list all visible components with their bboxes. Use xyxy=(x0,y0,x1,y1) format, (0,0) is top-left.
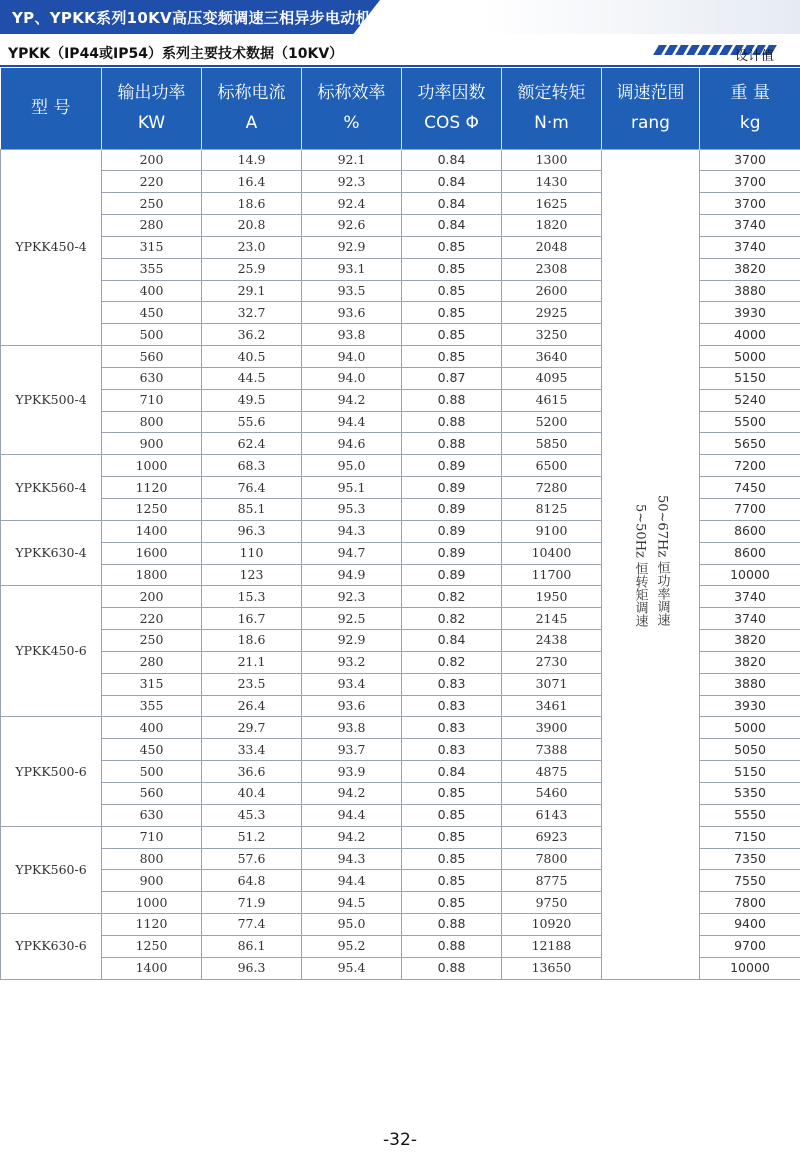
power-cell: 630 xyxy=(102,367,202,389)
efficiency-cell: 93.5 xyxy=(302,280,402,302)
current-cell: 23.0 xyxy=(202,236,302,258)
power-cell: 1600 xyxy=(102,542,202,564)
efficiency-cell: 93.8 xyxy=(302,717,402,739)
power-factor-cell: 0.84 xyxy=(402,761,502,783)
power-factor-cell: 0.89 xyxy=(402,520,502,542)
current-cell: 26.4 xyxy=(202,695,302,717)
current-cell: 15.3 xyxy=(202,586,302,608)
weight-cell: 3930 xyxy=(700,302,800,324)
design-value-note: 设计值 xyxy=(734,49,774,64)
current-cell: 32.7 xyxy=(202,302,302,324)
power-cell: 560 xyxy=(102,346,202,368)
power-factor-cell: 0.85 xyxy=(402,324,502,346)
title-banner xyxy=(0,0,800,34)
weight-cell: 3820 xyxy=(700,630,800,652)
spec-table xyxy=(0,68,800,980)
col-header-efficiency: 标称效率 % xyxy=(302,68,402,149)
torque-cell: 1950 xyxy=(502,586,602,608)
efficiency-cell: 92.6 xyxy=(302,215,402,237)
power-factor-cell: 0.82 xyxy=(402,586,502,608)
efficiency-cell: 94.6 xyxy=(302,433,402,455)
power-factor-cell: 0.84 xyxy=(402,215,502,237)
efficiency-cell: 92.9 xyxy=(302,630,402,652)
power-cell: 800 xyxy=(102,411,202,433)
power-factor-cell: 0.82 xyxy=(402,608,502,630)
power-factor-cell: 0.85 xyxy=(402,826,502,848)
power-factor-cell: 0.82 xyxy=(402,651,502,673)
weight-cell: 10000 xyxy=(700,957,800,979)
efficiency-cell: 92.1 xyxy=(302,149,402,171)
power-factor-cell: 0.89 xyxy=(402,542,502,564)
power-cell: 1250 xyxy=(102,499,202,521)
torque-cell: 10400 xyxy=(502,542,602,564)
current-cell: 21.1 xyxy=(202,651,302,673)
power-cell: 280 xyxy=(102,651,202,673)
table-body xyxy=(1,149,800,979)
current-cell: 110 xyxy=(202,542,302,564)
power-factor-cell: 0.85 xyxy=(402,892,502,914)
power-cell: 280 xyxy=(102,215,202,237)
speed-range-cell xyxy=(602,149,700,979)
col-header-power-factor: 功率因数 COS Φ xyxy=(402,68,502,149)
weight-cell: 5150 xyxy=(700,367,800,389)
weight-cell: 7800 xyxy=(700,892,800,914)
model-cell: YPKK560-6 xyxy=(1,826,102,913)
torque-cell: 1430 xyxy=(502,171,602,193)
weight-cell: 7700 xyxy=(700,499,800,521)
page-number: -32- xyxy=(383,1130,417,1150)
model-cell: YPKK500-6 xyxy=(1,717,102,826)
current-cell: 16.4 xyxy=(202,171,302,193)
power-factor-cell: 0.83 xyxy=(402,717,502,739)
col-header-speed-range: 调速范围 rang xyxy=(602,68,700,149)
weight-cell: 5650 xyxy=(700,433,800,455)
power-factor-cell: 0.88 xyxy=(402,389,502,411)
current-cell: 77.4 xyxy=(202,914,302,936)
power-cell: 220 xyxy=(102,171,202,193)
torque-cell: 2438 xyxy=(502,630,602,652)
weight-cell: 5500 xyxy=(700,411,800,433)
efficiency-cell: 92.3 xyxy=(302,586,402,608)
table-row xyxy=(1,149,800,171)
weight-cell: 7450 xyxy=(700,477,800,499)
current-cell: 57.6 xyxy=(202,848,302,870)
col-header-current: 标称电流 A xyxy=(202,68,302,149)
weight-cell: 5350 xyxy=(700,782,800,804)
torque-cell: 7388 xyxy=(502,739,602,761)
power-factor-cell: 0.88 xyxy=(402,935,502,957)
torque-cell: 2730 xyxy=(502,651,602,673)
weight-cell: 8600 xyxy=(700,542,800,564)
power-factor-cell: 0.88 xyxy=(402,433,502,455)
efficiency-cell: 94.9 xyxy=(302,564,402,586)
torque-cell: 4615 xyxy=(502,389,602,411)
torque-cell: 1820 xyxy=(502,215,602,237)
weight-cell: 5000 xyxy=(700,717,800,739)
efficiency-cell: 93.6 xyxy=(302,695,402,717)
torque-cell: 9100 xyxy=(502,520,602,542)
torque-cell: 1300 xyxy=(502,149,602,171)
torque-cell: 6143 xyxy=(502,804,602,826)
power-cell: 355 xyxy=(102,258,202,280)
torque-cell: 3461 xyxy=(502,695,602,717)
current-cell: 40.5 xyxy=(202,346,302,368)
current-cell: 14.9 xyxy=(202,149,302,171)
power-factor-cell: 0.85 xyxy=(402,236,502,258)
power-factor-cell: 0.85 xyxy=(402,258,502,280)
speed-range-constant-torque: 5~50Hz 恒转矩调速 xyxy=(632,503,648,627)
efficiency-cell: 94.3 xyxy=(302,520,402,542)
torque-cell: 2600 xyxy=(502,280,602,302)
col-header-torque: 额定转矩 N·m xyxy=(502,68,602,149)
power-factor-cell: 0.85 xyxy=(402,280,502,302)
current-cell: 33.4 xyxy=(202,739,302,761)
weight-cell: 9700 xyxy=(700,935,800,957)
current-cell: 85.1 xyxy=(202,499,302,521)
current-cell: 23.5 xyxy=(202,673,302,695)
power-cell: 710 xyxy=(102,826,202,848)
weight-cell: 3740 xyxy=(700,608,800,630)
efficiency-cell: 93.7 xyxy=(302,739,402,761)
power-factor-cell: 0.84 xyxy=(402,630,502,652)
weight-cell: 3820 xyxy=(700,258,800,280)
torque-cell: 6923 xyxy=(502,826,602,848)
power-factor-cell: 0.89 xyxy=(402,499,502,521)
torque-cell: 5200 xyxy=(502,411,602,433)
power-cell: 200 xyxy=(102,586,202,608)
power-cell: 1000 xyxy=(102,455,202,477)
power-factor-cell: 0.89 xyxy=(402,564,502,586)
efficiency-cell: 94.5 xyxy=(302,892,402,914)
power-cell: 1120 xyxy=(102,914,202,936)
efficiency-cell: 94.4 xyxy=(302,870,402,892)
torque-cell: 2308 xyxy=(502,258,602,280)
efficiency-cell: 93.4 xyxy=(302,673,402,695)
weight-cell: 5550 xyxy=(700,804,800,826)
torque-cell: 3250 xyxy=(502,324,602,346)
power-factor-cell: 0.84 xyxy=(402,149,502,171)
model-cell: YPKK450-4 xyxy=(1,149,102,346)
current-cell: 55.6 xyxy=(202,411,302,433)
power-cell: 1400 xyxy=(102,520,202,542)
power-cell: 500 xyxy=(102,324,202,346)
current-cell: 29.7 xyxy=(202,717,302,739)
weight-cell: 5240 xyxy=(700,389,800,411)
power-factor-cell: 0.87 xyxy=(402,367,502,389)
weight-cell: 3740 xyxy=(700,215,800,237)
current-cell: 49.5 xyxy=(202,389,302,411)
current-cell: 20.8 xyxy=(202,215,302,237)
efficiency-cell: 95.4 xyxy=(302,957,402,979)
power-cell: 400 xyxy=(102,717,202,739)
weight-cell: 3820 xyxy=(700,651,800,673)
power-cell: 800 xyxy=(102,848,202,870)
power-factor-cell: 0.85 xyxy=(402,782,502,804)
power-factor-cell: 0.88 xyxy=(402,411,502,433)
efficiency-cell: 94.4 xyxy=(302,804,402,826)
torque-cell: 5850 xyxy=(502,433,602,455)
power-factor-cell: 0.84 xyxy=(402,193,502,215)
efficiency-cell: 95.0 xyxy=(302,914,402,936)
torque-cell: 3640 xyxy=(502,346,602,368)
power-factor-cell: 0.89 xyxy=(402,477,502,499)
speed-range-constant-power: 50~67Hz 恒功率调速 xyxy=(654,495,670,627)
efficiency-cell: 93.2 xyxy=(302,651,402,673)
torque-cell: 10920 xyxy=(502,914,602,936)
torque-cell: 4875 xyxy=(502,761,602,783)
table-subtitle: YPKK（IP44或IP54）系列主要技术数据（10KV） xyxy=(8,46,344,62)
weight-cell: 3700 xyxy=(700,171,800,193)
efficiency-cell: 94.3 xyxy=(302,848,402,870)
current-cell: 16.7 xyxy=(202,608,302,630)
decorative-stripes xyxy=(656,40,796,50)
weight-cell: 10000 xyxy=(700,564,800,586)
current-cell: 71.9 xyxy=(202,892,302,914)
efficiency-cell: 94.2 xyxy=(302,389,402,411)
current-cell: 18.6 xyxy=(202,193,302,215)
current-cell: 64.8 xyxy=(202,870,302,892)
current-cell: 86.1 xyxy=(202,935,302,957)
power-cell: 250 xyxy=(102,630,202,652)
torque-cell: 3071 xyxy=(502,673,602,695)
current-cell: 76.4 xyxy=(202,477,302,499)
efficiency-cell: 94.7 xyxy=(302,542,402,564)
efficiency-cell: 94.2 xyxy=(302,782,402,804)
page-title: YP、YPKK系列10KV高压变频调速三相异步电动机 xyxy=(12,9,371,27)
current-cell: 51.2 xyxy=(202,826,302,848)
weight-cell: 3700 xyxy=(700,193,800,215)
torque-cell: 8775 xyxy=(502,870,602,892)
efficiency-cell: 93.8 xyxy=(302,324,402,346)
power-cell: 1800 xyxy=(102,564,202,586)
col-header-power: 输出功率 KW xyxy=(102,68,202,149)
power-factor-cell: 0.88 xyxy=(402,914,502,936)
power-cell: 500 xyxy=(102,761,202,783)
model-cell: YPKK630-6 xyxy=(1,914,102,980)
efficiency-cell: 95.0 xyxy=(302,455,402,477)
current-cell: 96.3 xyxy=(202,957,302,979)
table-header-row xyxy=(1,68,800,149)
weight-cell: 3740 xyxy=(700,586,800,608)
torque-cell: 3900 xyxy=(502,717,602,739)
weight-cell: 7150 xyxy=(700,826,800,848)
col-header-model: 型 号 xyxy=(1,68,102,149)
current-cell: 40.4 xyxy=(202,782,302,804)
weight-cell: 4000 xyxy=(700,324,800,346)
current-cell: 18.6 xyxy=(202,630,302,652)
power-factor-cell: 0.85 xyxy=(402,302,502,324)
efficiency-cell: 95.1 xyxy=(302,477,402,499)
weight-cell: 3700 xyxy=(700,149,800,171)
col-header-weight: 重 量 kg xyxy=(700,68,800,149)
torque-cell: 6500 xyxy=(502,455,602,477)
torque-cell: 9750 xyxy=(502,892,602,914)
power-factor-cell: 0.85 xyxy=(402,804,502,826)
torque-cell: 1625 xyxy=(502,193,602,215)
current-cell: 36.6 xyxy=(202,761,302,783)
model-cell: YPKK450-6 xyxy=(1,586,102,717)
power-cell: 200 xyxy=(102,149,202,171)
weight-cell: 7350 xyxy=(700,848,800,870)
power-cell: 220 xyxy=(102,608,202,630)
current-cell: 44.5 xyxy=(202,367,302,389)
power-factor-cell: 0.84 xyxy=(402,171,502,193)
torque-cell: 13650 xyxy=(502,957,602,979)
power-cell: 1000 xyxy=(102,892,202,914)
weight-cell: 7200 xyxy=(700,455,800,477)
power-factor-cell: 0.88 xyxy=(402,957,502,979)
torque-cell: 12188 xyxy=(502,935,602,957)
current-cell: 25.9 xyxy=(202,258,302,280)
power-cell: 450 xyxy=(102,739,202,761)
current-cell: 62.4 xyxy=(202,433,302,455)
efficiency-cell: 94.4 xyxy=(302,411,402,433)
weight-cell: 3930 xyxy=(700,695,800,717)
efficiency-cell: 92.3 xyxy=(302,171,402,193)
efficiency-cell: 94.0 xyxy=(302,367,402,389)
torque-cell: 7800 xyxy=(502,848,602,870)
power-factor-cell: 0.83 xyxy=(402,739,502,761)
weight-cell: 3740 xyxy=(700,236,800,258)
current-cell: 29.1 xyxy=(202,280,302,302)
efficiency-cell: 92.9 xyxy=(302,236,402,258)
current-cell: 45.3 xyxy=(202,804,302,826)
model-cell: YPKK500-4 xyxy=(1,346,102,455)
power-cell: 355 xyxy=(102,695,202,717)
torque-cell: 4095 xyxy=(502,367,602,389)
power-cell: 900 xyxy=(102,433,202,455)
current-cell: 96.3 xyxy=(202,520,302,542)
current-cell: 36.2 xyxy=(202,324,302,346)
power-cell: 450 xyxy=(102,302,202,324)
torque-cell: 2925 xyxy=(502,302,602,324)
power-cell: 1400 xyxy=(102,957,202,979)
power-cell: 710 xyxy=(102,389,202,411)
weight-cell: 3880 xyxy=(700,280,800,302)
power-cell: 560 xyxy=(102,782,202,804)
power-cell: 1250 xyxy=(102,935,202,957)
current-cell: 123 xyxy=(202,564,302,586)
efficiency-cell: 92.4 xyxy=(302,193,402,215)
power-cell: 630 xyxy=(102,804,202,826)
power-factor-cell: 0.89 xyxy=(402,455,502,477)
efficiency-cell: 93.6 xyxy=(302,302,402,324)
weight-cell: 3880 xyxy=(700,673,800,695)
weight-cell: 8600 xyxy=(700,520,800,542)
power-factor-cell: 0.85 xyxy=(402,848,502,870)
torque-cell: 5460 xyxy=(502,782,602,804)
torque-cell: 8125 xyxy=(502,499,602,521)
efficiency-cell: 92.5 xyxy=(302,608,402,630)
power-factor-cell: 0.83 xyxy=(402,673,502,695)
power-cell: 250 xyxy=(102,193,202,215)
power-factor-cell: 0.85 xyxy=(402,346,502,368)
current-cell: 68.3 xyxy=(202,455,302,477)
power-factor-cell: 0.85 xyxy=(402,870,502,892)
efficiency-cell: 95.3 xyxy=(302,499,402,521)
weight-cell: 9400 xyxy=(700,914,800,936)
power-cell: 400 xyxy=(102,280,202,302)
power-cell: 315 xyxy=(102,236,202,258)
model-cell: YPKK560-4 xyxy=(1,455,102,521)
header-rule xyxy=(0,65,800,67)
weight-cell: 7550 xyxy=(700,870,800,892)
power-factor-cell: 0.83 xyxy=(402,695,502,717)
weight-cell: 5150 xyxy=(700,761,800,783)
power-cell: 900 xyxy=(102,870,202,892)
weight-cell: 5050 xyxy=(700,739,800,761)
model-cell: YPKK630-4 xyxy=(1,520,102,586)
torque-cell: 2145 xyxy=(502,608,602,630)
efficiency-cell: 95.2 xyxy=(302,935,402,957)
power-cell: 1120 xyxy=(102,477,202,499)
torque-cell: 11700 xyxy=(502,564,602,586)
torque-cell: 2048 xyxy=(502,236,602,258)
efficiency-cell: 94.2 xyxy=(302,826,402,848)
efficiency-cell: 93.9 xyxy=(302,761,402,783)
power-cell: 315 xyxy=(102,673,202,695)
efficiency-cell: 93.1 xyxy=(302,258,402,280)
efficiency-cell: 94.0 xyxy=(302,346,402,368)
weight-cell: 5000 xyxy=(700,346,800,368)
torque-cell: 7280 xyxy=(502,477,602,499)
